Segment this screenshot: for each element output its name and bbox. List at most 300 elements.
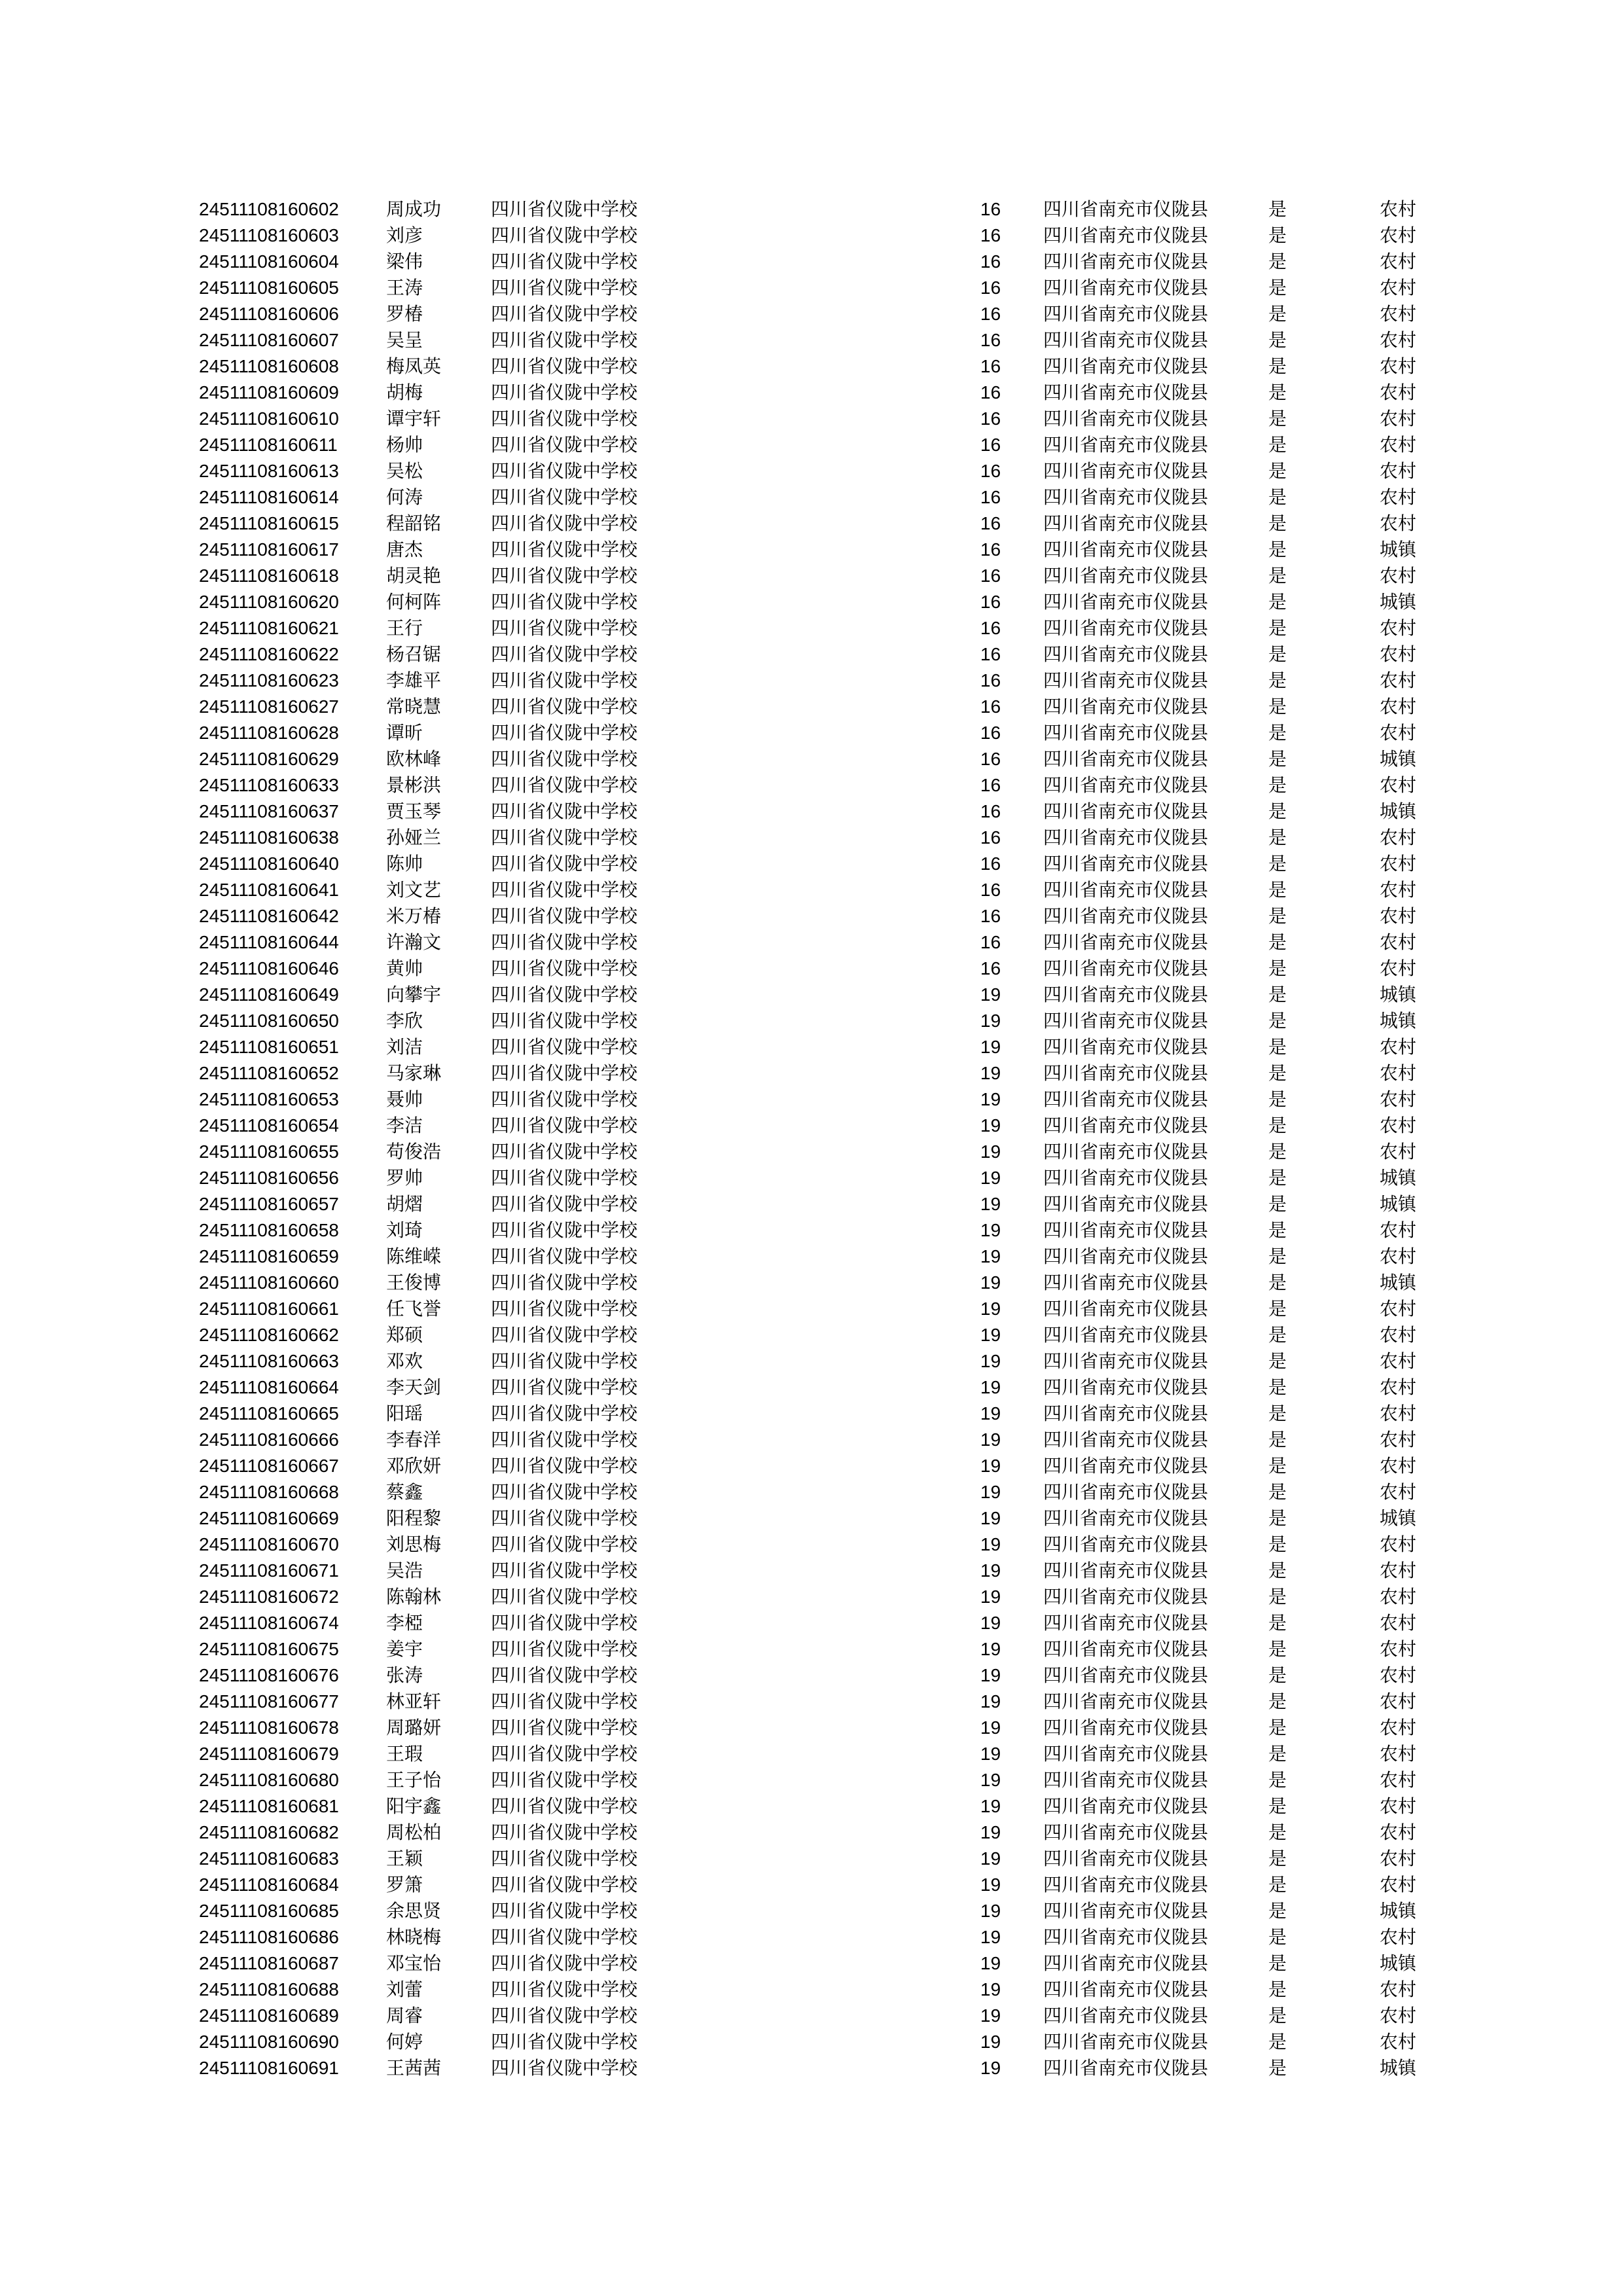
school-cell: 四川省仪陇中学校 xyxy=(491,1717,638,1738)
school-cell: 四川省仪陇中学校 xyxy=(491,1874,638,1895)
school-cell: 四川省仪陇中学校 xyxy=(491,1298,638,1319)
address-cell: 四川省南充市仪陇县 xyxy=(1043,1403,1209,1424)
address-cell: 四川省南充市仪陇县 xyxy=(1043,1010,1209,1031)
number-cell: 19 xyxy=(980,1272,1001,1293)
school-cell: 四川省仪陇中学校 xyxy=(491,224,638,246)
student-id-cell: 24511108160653 xyxy=(199,1089,339,1109)
area-cell: 农村 xyxy=(1380,643,1417,665)
table-row xyxy=(199,327,1429,353)
table-row xyxy=(199,1086,1429,1113)
flag-cell: 是 xyxy=(1268,748,1287,770)
table-row xyxy=(199,1820,1429,1846)
flag-cell: 是 xyxy=(1268,1403,1287,1424)
area-cell: 农村 xyxy=(1380,434,1417,456)
table-row xyxy=(199,1348,1429,1374)
student-id-cell: 24511108160677 xyxy=(199,1691,339,1712)
school-cell: 四川省仪陇中学校 xyxy=(491,434,638,456)
area-cell: 城镇 xyxy=(1380,1900,1417,1922)
student-id-cell: 24511108160687 xyxy=(199,1953,339,1973)
school-cell: 四川省仪陇中学校 xyxy=(491,329,638,351)
student-name-cell: 吴松 xyxy=(386,460,423,482)
area-cell: 农村 xyxy=(1380,277,1417,298)
table-row xyxy=(199,1453,1429,1479)
area-cell: 农村 xyxy=(1380,905,1417,927)
student-name-cell: 常晓慧 xyxy=(386,696,442,717)
school-cell: 四川省仪陇中学校 xyxy=(491,1586,638,1607)
student-name-cell: 梁伟 xyxy=(386,251,423,272)
student-id-cell: 24511108160676 xyxy=(199,1665,339,1685)
school-cell: 四川省仪陇中学校 xyxy=(491,565,638,586)
number-cell: 19 xyxy=(980,1691,1001,1712)
flag-cell: 是 xyxy=(1268,1926,1287,1948)
area-cell: 城镇 xyxy=(1380,1272,1417,1293)
school-cell: 四川省仪陇中学校 xyxy=(491,277,638,298)
table-row xyxy=(199,1374,1429,1401)
area-cell: 农村 xyxy=(1380,1403,1417,1424)
number-cell: 19 xyxy=(980,1639,1001,1659)
address-cell: 四川省南充市仪陇县 xyxy=(1043,1036,1209,1058)
student-name-cell: 邓欣妍 xyxy=(386,1455,442,1477)
address-cell: 四川省南充市仪陇县 xyxy=(1043,329,1209,351)
address-cell: 四川省南充市仪陇县 xyxy=(1043,643,1209,665)
number-cell: 19 xyxy=(980,1613,1001,1633)
table-row xyxy=(199,825,1429,851)
number-cell: 19 xyxy=(980,1717,1001,1738)
school-cell: 四川省仪陇中学校 xyxy=(491,1350,638,1372)
table-row xyxy=(199,2003,1429,2029)
student-name-cell: 杨帅 xyxy=(386,434,423,456)
student-id-cell: 24511108160666 xyxy=(199,1429,339,1450)
table-row xyxy=(199,929,1429,956)
area-cell: 城镇 xyxy=(1380,1193,1417,1215)
school-cell: 四川省仪陇中学校 xyxy=(491,1036,638,1058)
address-cell: 四川省南充市仪陇县 xyxy=(1043,617,1209,639)
flag-cell: 是 xyxy=(1268,1821,1287,1843)
table-row xyxy=(199,798,1429,825)
student-id-cell: 24511108160628 xyxy=(199,723,339,743)
flag-cell: 是 xyxy=(1268,1193,1287,1215)
address-cell: 四川省南充市仪陇县 xyxy=(1043,1115,1209,1136)
student-id-cell: 24511108160665 xyxy=(199,1403,339,1424)
number-cell: 19 xyxy=(980,1744,1001,1764)
number-cell: 19 xyxy=(980,1927,1001,1947)
student-name-cell: 贾玉琴 xyxy=(386,800,442,822)
school-cell: 四川省仪陇中学校 xyxy=(491,1952,638,1974)
student-name-cell: 谭昕 xyxy=(386,722,423,744)
flag-cell: 是 xyxy=(1268,853,1287,874)
school-cell: 四川省仪陇中学校 xyxy=(491,1167,638,1189)
number-cell: 19 xyxy=(980,1115,1001,1136)
student-id-cell: 24511108160659 xyxy=(199,1246,339,1266)
flag-cell: 是 xyxy=(1268,382,1287,403)
table-row xyxy=(199,537,1429,563)
area-cell: 农村 xyxy=(1380,958,1417,979)
table-row xyxy=(199,1662,1429,1689)
flag-cell: 是 xyxy=(1268,1062,1287,1084)
number-cell: 19 xyxy=(980,1246,1001,1266)
flag-cell: 是 xyxy=(1268,905,1287,927)
address-cell: 四川省南充市仪陇县 xyxy=(1043,1429,1209,1450)
area-cell: 农村 xyxy=(1380,879,1417,901)
flag-cell: 是 xyxy=(1268,1481,1287,1503)
number-cell: 16 xyxy=(980,435,1001,455)
area-cell: 农村 xyxy=(1380,1821,1417,1843)
student-name-cell: 李椏 xyxy=(386,1612,423,1634)
address-cell: 四川省南充市仪陇县 xyxy=(1043,1952,1209,1974)
area-cell: 农村 xyxy=(1380,1691,1417,1712)
address-cell: 四川省南充市仪陇县 xyxy=(1043,1219,1209,1241)
area-cell: 农村 xyxy=(1380,355,1417,377)
student-id-cell: 24511108160669 xyxy=(199,1508,339,1528)
flag-cell: 是 xyxy=(1268,224,1287,246)
student-name-cell: 程韶铭 xyxy=(386,512,442,534)
student-id-cell: 24511108160668 xyxy=(199,1482,339,1502)
student-id-cell: 24511108160667 xyxy=(199,1456,339,1476)
address-cell: 四川省南充市仪陇县 xyxy=(1043,1324,1209,1346)
school-cell: 四川省仪陇中学校 xyxy=(491,1769,638,1791)
number-cell: 16 xyxy=(980,408,1001,429)
flag-cell: 是 xyxy=(1268,1429,1287,1450)
area-cell: 农村 xyxy=(1380,1979,1417,2000)
student-id-cell: 24511108160640 xyxy=(199,853,339,874)
area-cell: 农村 xyxy=(1380,853,1417,874)
flag-cell: 是 xyxy=(1268,1900,1287,1922)
address-cell: 四川省南充市仪陇县 xyxy=(1043,774,1209,796)
address-cell: 四川省南充市仪陇县 xyxy=(1043,1376,1209,1398)
table-row xyxy=(199,1610,1429,1636)
table-row xyxy=(199,1270,1429,1296)
area-cell: 农村 xyxy=(1380,303,1417,325)
school-cell: 四川省仪陇中学校 xyxy=(491,1481,638,1503)
number-cell: 16 xyxy=(980,356,1001,376)
student-id-cell: 24511108160637 xyxy=(199,801,339,821)
table-row xyxy=(199,1113,1429,1139)
number-cell: 16 xyxy=(980,513,1001,533)
address-cell: 四川省南充市仪陇县 xyxy=(1043,853,1209,874)
school-cell: 四川省仪陇中学校 xyxy=(491,958,638,979)
student-name-cell: 李春洋 xyxy=(386,1429,442,1450)
school-cell: 四川省仪陇中学校 xyxy=(491,984,638,1005)
number-cell: 16 xyxy=(980,487,1001,507)
student-name-cell: 孙娅兰 xyxy=(386,827,442,848)
school-cell: 四川省仪陇中学校 xyxy=(491,460,638,482)
school-cell: 四川省仪陇中学校 xyxy=(491,198,638,220)
school-cell: 四川省仪陇中学校 xyxy=(491,696,638,717)
student-name-cell: 何涛 xyxy=(386,486,423,508)
student-name-cell: 罗椿 xyxy=(386,303,423,325)
area-cell: 农村 xyxy=(1380,1848,1417,1869)
table-row xyxy=(199,1244,1429,1270)
table-row xyxy=(199,249,1429,275)
area-cell: 农村 xyxy=(1380,198,1417,220)
number-cell: 19 xyxy=(980,1482,1001,1502)
table-row xyxy=(199,1008,1429,1034)
flag-cell: 是 xyxy=(1268,931,1287,953)
number-cell: 19 xyxy=(980,1351,1001,1371)
school-cell: 四川省仪陇中学校 xyxy=(491,1272,638,1293)
student-id-cell: 24511108160675 xyxy=(199,1639,339,1659)
number-cell: 16 xyxy=(980,304,1001,324)
school-cell: 四川省仪陇中学校 xyxy=(491,1115,638,1136)
school-cell: 四川省仪陇中学校 xyxy=(491,1926,638,1948)
address-cell: 四川省南充市仪陇县 xyxy=(1043,905,1209,927)
student-name-cell: 王行 xyxy=(386,617,423,639)
area-cell: 农村 xyxy=(1380,486,1417,508)
area-cell: 农村 xyxy=(1380,1717,1417,1738)
number-cell: 19 xyxy=(980,1587,1001,1607)
area-cell: 农村 xyxy=(1380,1638,1417,1660)
table-row xyxy=(199,380,1429,406)
number-cell: 19 xyxy=(980,1508,1001,1528)
number-cell: 16 xyxy=(980,592,1001,612)
address-cell: 四川省南充市仪陇县 xyxy=(1043,1246,1209,1267)
flag-cell: 是 xyxy=(1268,1350,1287,1372)
school-cell: 四川省仪陇中学校 xyxy=(491,1403,638,1424)
student-id-cell: 24511108160682 xyxy=(199,1822,339,1842)
student-name-cell: 黄帅 xyxy=(386,958,423,979)
number-cell: 16 xyxy=(980,880,1001,900)
student-name-cell: 张涛 xyxy=(386,1664,423,1686)
address-cell: 四川省南充市仪陇县 xyxy=(1043,1167,1209,1189)
number-cell: 19 xyxy=(980,1456,1001,1476)
flag-cell: 是 xyxy=(1268,1246,1287,1267)
student-id-cell: 24511108160652 xyxy=(199,1063,339,1083)
student-name-cell: 梅凤英 xyxy=(386,355,442,377)
address-cell: 四川省南充市仪陇县 xyxy=(1043,277,1209,298)
number-cell: 19 xyxy=(980,1874,1001,1895)
area-cell: 农村 xyxy=(1380,1455,1417,1477)
area-cell: 城镇 xyxy=(1380,1167,1417,1189)
student-id-cell: 24511108160655 xyxy=(199,1141,339,1162)
student-name-cell: 王子怡 xyxy=(386,1769,442,1791)
school-cell: 四川省仪陇中学校 xyxy=(491,1376,638,1398)
student-id-cell: 24511108160684 xyxy=(199,1874,339,1895)
number-cell: 19 xyxy=(980,1325,1001,1345)
table-row xyxy=(199,301,1429,327)
student-id-cell: 24511108160664 xyxy=(199,1377,339,1397)
table-row xyxy=(199,2055,1429,2081)
table-row xyxy=(199,1950,1429,1977)
area-cell: 农村 xyxy=(1380,1062,1417,1084)
school-cell: 四川省仪陇中学校 xyxy=(491,931,638,953)
flag-cell: 是 xyxy=(1268,2031,1287,2053)
student-name-cell: 陈帅 xyxy=(386,853,423,874)
address-cell: 四川省南充市仪陇县 xyxy=(1043,1141,1209,1162)
student-name-cell: 刘彦 xyxy=(386,224,423,246)
student-name-cell: 李洁 xyxy=(386,1115,423,1136)
student-id-cell: 24511108160688 xyxy=(199,1979,339,2000)
address-cell: 四川省南充市仪陇县 xyxy=(1043,486,1209,508)
address-cell: 四川省南充市仪陇县 xyxy=(1043,434,1209,456)
number-cell: 19 xyxy=(980,1011,1001,1031)
table-row xyxy=(199,615,1429,641)
area-cell: 农村 xyxy=(1380,1560,1417,1581)
table-row xyxy=(199,982,1429,1008)
table-row xyxy=(199,1139,1429,1165)
address-cell: 四川省南充市仪陇县 xyxy=(1043,2005,1209,2026)
student-id-cell: 24511108160621 xyxy=(199,618,339,638)
number-cell: 19 xyxy=(980,984,1001,1005)
school-cell: 四川省仪陇中学校 xyxy=(491,1010,638,1031)
table-row xyxy=(199,1872,1429,1898)
school-cell: 四川省仪陇中学校 xyxy=(491,853,638,874)
student-name-cell: 邓宝怡 xyxy=(386,1952,442,1974)
student-id-cell: 24511108160620 xyxy=(199,592,339,612)
school-cell: 四川省仪陇中学校 xyxy=(491,800,638,822)
address-cell: 四川省南充市仪陇县 xyxy=(1043,1534,1209,1555)
table-row xyxy=(199,1689,1429,1715)
area-cell: 农村 xyxy=(1380,1036,1417,1058)
flag-cell: 是 xyxy=(1268,1036,1287,1058)
school-cell: 四川省仪陇中学校 xyxy=(491,1455,638,1477)
student-id-cell: 24511108160608 xyxy=(199,356,339,376)
area-cell: 农村 xyxy=(1380,2031,1417,2053)
number-cell: 16 xyxy=(980,749,1001,769)
flag-cell: 是 xyxy=(1268,774,1287,796)
address-cell: 四川省南充市仪陇县 xyxy=(1043,670,1209,691)
student-id-cell: 24511108160649 xyxy=(199,984,339,1005)
table-row xyxy=(199,2029,1429,2055)
area-cell: 农村 xyxy=(1380,1088,1417,1110)
flag-cell: 是 xyxy=(1268,984,1287,1005)
address-cell: 四川省南充市仪陇县 xyxy=(1043,696,1209,717)
area-cell: 农村 xyxy=(1380,251,1417,272)
area-cell: 农村 xyxy=(1380,1350,1417,1372)
student-name-cell: 刘琦 xyxy=(386,1219,423,1241)
area-cell: 城镇 xyxy=(1380,1010,1417,1031)
student-name-cell: 何婷 xyxy=(386,2031,423,2053)
address-cell: 四川省南充市仪陇县 xyxy=(1043,355,1209,377)
table-row xyxy=(199,589,1429,615)
address-cell: 四川省南充市仪陇县 xyxy=(1043,984,1209,1005)
student-id-cell: 24511108160642 xyxy=(199,906,339,926)
student-name-cell: 王茜茜 xyxy=(386,2057,442,2079)
number-cell: 16 xyxy=(980,906,1001,926)
school-cell: 四川省仪陇中学校 xyxy=(491,1534,638,1555)
number-cell: 16 xyxy=(980,225,1001,245)
student-name-cell: 吴呈 xyxy=(386,329,423,351)
school-cell: 四川省仪陇中学校 xyxy=(491,1088,638,1110)
address-cell: 四川省南充市仪陇县 xyxy=(1043,2031,1209,2053)
flag-cell: 是 xyxy=(1268,617,1287,639)
flag-cell: 是 xyxy=(1268,539,1287,560)
table-row xyxy=(199,1558,1429,1584)
student-id-cell: 24511108160660 xyxy=(199,1272,339,1293)
school-cell: 四川省仪陇中学校 xyxy=(491,512,638,534)
school-cell: 四川省仪陇中学校 xyxy=(491,303,638,325)
table-row xyxy=(199,1479,1429,1505)
student-id-cell: 24511108160607 xyxy=(199,330,339,350)
area-cell: 农村 xyxy=(1380,1481,1417,1503)
table-row xyxy=(199,641,1429,668)
student-name-cell: 王涛 xyxy=(386,277,423,298)
table-row xyxy=(199,746,1429,772)
area-cell: 农村 xyxy=(1380,1376,1417,1398)
student-name-cell: 阳宇鑫 xyxy=(386,1795,442,1817)
number-cell: 19 xyxy=(980,1299,1001,1319)
roster-table xyxy=(199,196,1429,2081)
school-cell: 四川省仪陇中学校 xyxy=(491,1612,638,1634)
flag-cell: 是 xyxy=(1268,1115,1287,1136)
address-cell: 四川省南充市仪陇县 xyxy=(1043,1926,1209,1948)
area-cell: 农村 xyxy=(1380,2005,1417,2026)
student-name-cell: 陈维嵘 xyxy=(386,1246,442,1267)
table-row xyxy=(199,720,1429,746)
number-cell: 19 xyxy=(980,1665,1001,1685)
student-id-cell: 24511108160661 xyxy=(199,1299,339,1319)
student-name-cell: 陈翰林 xyxy=(386,1586,442,1607)
school-cell: 四川省仪陇中学校 xyxy=(491,591,638,613)
area-cell: 城镇 xyxy=(1380,748,1417,770)
student-id-cell: 24511108160617 xyxy=(199,539,339,560)
number-cell: 19 xyxy=(980,1979,1001,2000)
school-cell: 四川省仪陇中学校 xyxy=(491,722,638,744)
flag-cell: 是 xyxy=(1268,800,1287,822)
address-cell: 四川省南充市仪陇县 xyxy=(1043,1717,1209,1738)
student-name-cell: 周成功 xyxy=(386,198,442,220)
address-cell: 四川省南充市仪陇县 xyxy=(1043,224,1209,246)
flag-cell: 是 xyxy=(1268,696,1287,717)
address-cell: 四川省南充市仪陇县 xyxy=(1043,1638,1209,1660)
flag-cell: 是 xyxy=(1268,958,1287,979)
address-cell: 四川省南充市仪陇县 xyxy=(1043,1272,1209,1293)
flag-cell: 是 xyxy=(1268,1376,1287,1398)
table-row xyxy=(199,1846,1429,1872)
school-cell: 四川省仪陇中学校 xyxy=(491,1979,638,2000)
flag-cell: 是 xyxy=(1268,329,1287,351)
school-cell: 四川省仪陇中学校 xyxy=(491,1848,638,1869)
student-id-cell: 24511108160657 xyxy=(199,1194,339,1214)
area-cell: 农村 xyxy=(1380,1324,1417,1346)
school-cell: 四川省仪陇中学校 xyxy=(491,486,638,508)
address-cell: 四川省南充市仪陇县 xyxy=(1043,1821,1209,1843)
table-row xyxy=(199,1793,1429,1820)
area-cell: 农村 xyxy=(1380,1586,1417,1607)
table-row xyxy=(199,1401,1429,1427)
number-cell: 19 xyxy=(980,1560,1001,1581)
number-cell: 19 xyxy=(980,2005,1001,2026)
student-name-cell: 李雄平 xyxy=(386,670,442,691)
flag-cell: 是 xyxy=(1268,1717,1287,1738)
school-cell: 四川省仪陇中学校 xyxy=(491,1560,638,1581)
student-id-cell: 24511108160656 xyxy=(199,1168,339,1188)
student-id-cell: 24511108160672 xyxy=(199,1587,339,1607)
area-cell: 农村 xyxy=(1380,1743,1417,1765)
student-name-cell: 邓欢 xyxy=(386,1350,423,1372)
table-row xyxy=(199,851,1429,877)
table-row xyxy=(199,1060,1429,1086)
student-id-cell: 24511108160685 xyxy=(199,1901,339,1921)
address-cell: 四川省南充市仪陇县 xyxy=(1043,1455,1209,1477)
student-name-cell: 胡梅 xyxy=(386,382,423,403)
number-cell: 19 xyxy=(980,1063,1001,1083)
student-id-cell: 24511108160602 xyxy=(199,199,339,219)
flag-cell: 是 xyxy=(1268,512,1287,534)
table-row xyxy=(199,772,1429,798)
table-row xyxy=(199,956,1429,982)
address-cell: 四川省南充市仪陇县 xyxy=(1043,958,1209,979)
table-row xyxy=(199,1767,1429,1793)
student-id-cell: 24511108160623 xyxy=(199,670,339,691)
flag-cell: 是 xyxy=(1268,1979,1287,2000)
flag-cell: 是 xyxy=(1268,565,1287,586)
student-id-cell: 24511108160615 xyxy=(199,513,339,533)
number-cell: 19 xyxy=(980,1037,1001,1057)
flag-cell: 是 xyxy=(1268,303,1287,325)
number-cell: 19 xyxy=(980,1429,1001,1450)
flag-cell: 是 xyxy=(1268,1560,1287,1581)
flag-cell: 是 xyxy=(1268,434,1287,456)
